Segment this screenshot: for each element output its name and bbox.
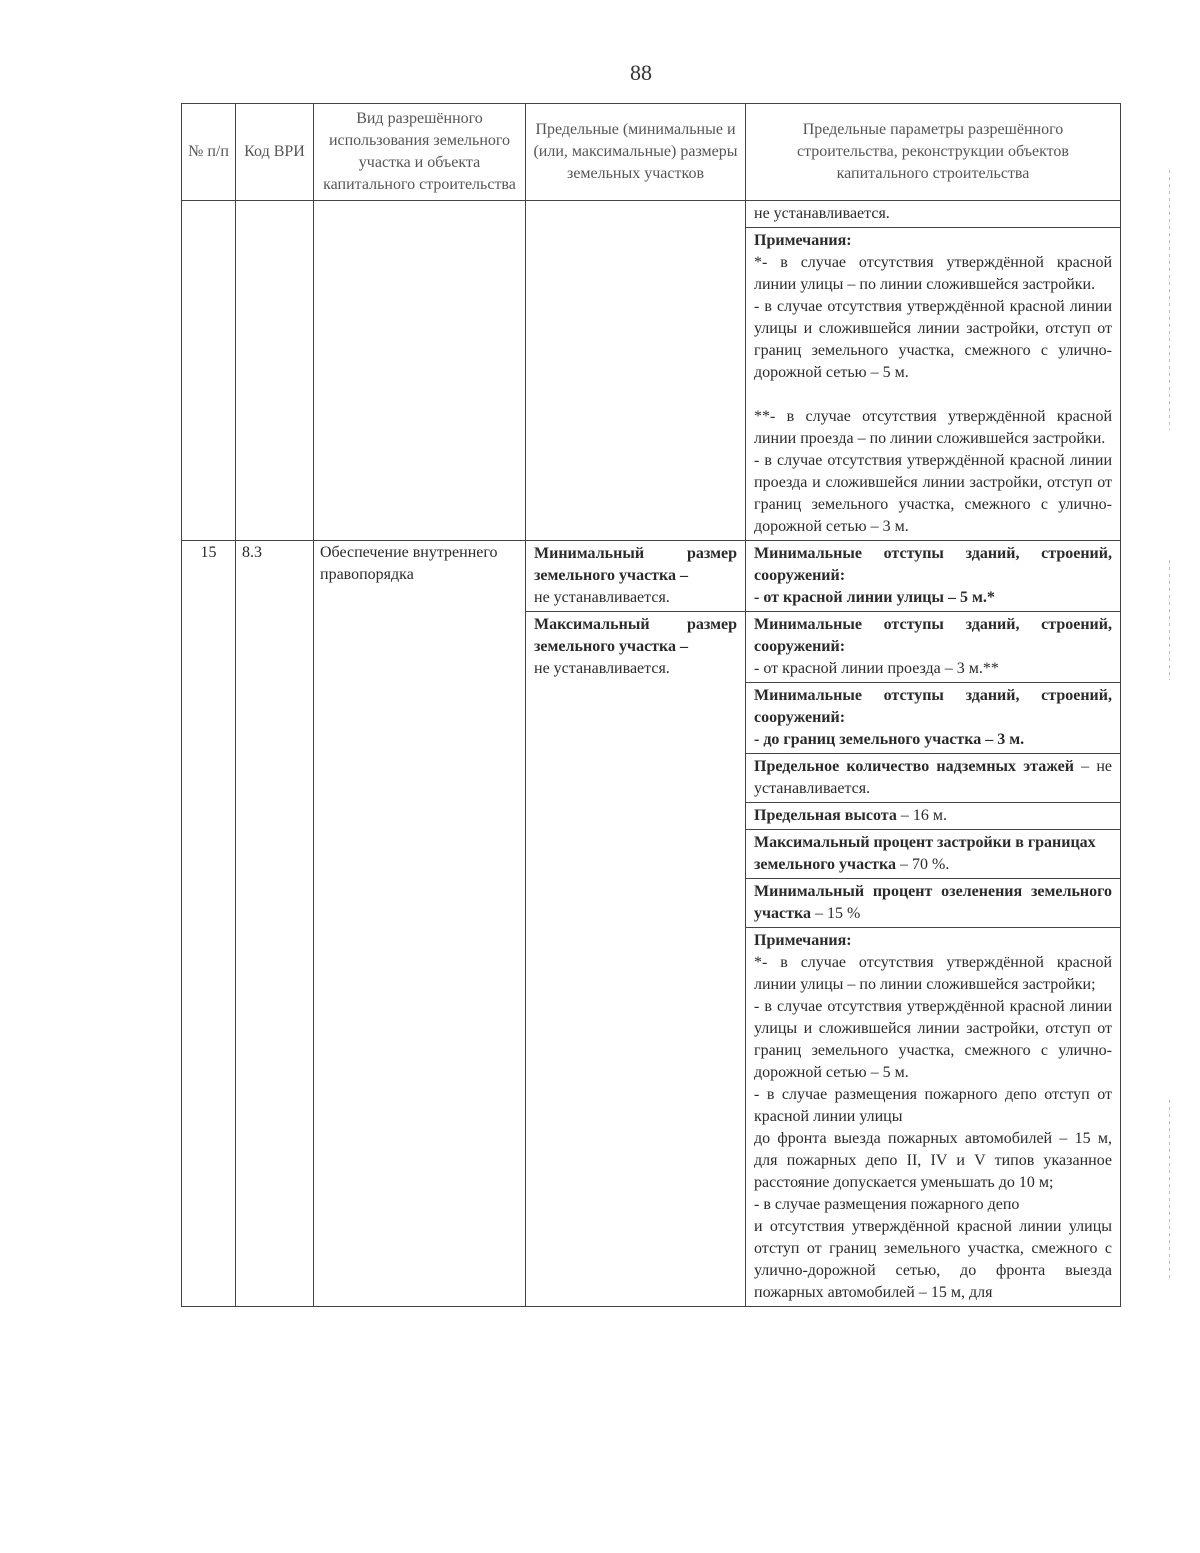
param-title: Минимальные отступы зданий, строений, сооружений: <box>754 545 1112 584</box>
param-title: Предельное количество надземных этажей <box>754 758 1074 775</box>
param-setback-street <box>746 541 1120 612</box>
max-size-value: не устанавливается. <box>534 660 670 677</box>
regulations-table <box>181 103 1121 1307</box>
min-size-block <box>526 541 745 612</box>
note-line: - в случае отсутствия утверждённой красной линии проезда и сложившейся линии застройки, отступ от границ земельного участка, смежного с улично-дорожной сетью – 3 м. <box>754 452 1112 535</box>
continued-kind-cell <box>314 201 526 541</box>
row-params-cell <box>746 541 1121 1307</box>
continued-num-cell <box>182 201 236 541</box>
max-size-title: Максимальный размер земельного участка – <box>534 616 737 655</box>
param-setback-boundary <box>746 683 1120 754</box>
param-setback-passage <box>746 612 1120 683</box>
note-line: **- в случае отсутствия утверждённой красной линии проезда – по линии сложившейся застройки. <box>754 408 1112 447</box>
notes-title: Примечания: <box>754 932 852 949</box>
param-green-percent <box>746 879 1120 928</box>
header-num: № п/п <box>182 104 236 201</box>
param-floors <box>746 754 1120 803</box>
header-kind: Вид разрешённого использования земельного участка и объекта капитального строительства <box>314 104 526 201</box>
header-params: Предельные параметры разрешённого строительства, реконструкции объектов капитального строительства <box>746 104 1121 201</box>
max-size-block <box>526 612 745 682</box>
note-line: и отсутствия утверждённой красной линии улицы отступ от границ земельного участка, смежного с улично-дорожной сетью, до фронта выезда пожарных автомобилей – 15 м, для <box>754 1218 1112 1301</box>
note-line: *- в случае отсутствия утверждённой красной линии улицы – по линии сложившейся застройки; <box>754 954 1112 993</box>
min-size-value: не устанавливается. <box>534 589 670 606</box>
param-value: – не устанавливается. <box>754 758 1112 797</box>
table-row-continued <box>182 201 1121 541</box>
continued-code-cell <box>236 201 314 541</box>
row-code: 8.3 <box>236 541 314 1307</box>
table-header-row <box>182 104 1121 201</box>
scan-margin-mark <box>1169 560 1170 680</box>
min-size-title: Минимальный размер земельного участка – <box>534 545 737 584</box>
param-title: Минимальный процент озеленения земельного участка <box>754 883 1112 922</box>
param-height <box>746 803 1120 830</box>
note-line: - в случае отсутствия утверждённой красной линии улицы и сложившейся линии застройки, отступ от границ земельного участка, смежного с улично-дорожной сетью – 5 м. <box>754 998 1112 1081</box>
note-line: *- в случае отсутствия утверждённой красной линии улицы – по линии сложившейся застройки. <box>754 254 1112 293</box>
header-code: Код ВРИ <box>236 104 314 201</box>
param-title: Минимальные отступы зданий, строений, сооружений: <box>754 687 1112 726</box>
param-value: – 16 м. <box>896 807 947 824</box>
param-value: – 70 %. <box>896 856 950 873</box>
param-title: Максимальный процент застройки в границах земельного участка <box>754 834 1096 873</box>
page-number: 88 <box>630 60 652 85</box>
note-gap <box>754 384 1112 406</box>
scan-margin-mark <box>1169 170 1170 430</box>
continued-notes <box>746 228 1120 540</box>
note-line: до фронта выезда пожарных автомобилей – 15 м, для пожарных депо II, IV и V типов указанное расстояние допускается уменьшать до 10 м; <box>754 1130 1112 1191</box>
continued-tail: не устанавливается. <box>746 201 1120 228</box>
row-size-cell <box>526 541 746 1307</box>
row-kind: Обеспечение внутреннего правопорядка <box>314 541 526 1307</box>
notes-title: Примечания: <box>754 232 852 249</box>
scan-margin-mark <box>1169 1100 1170 1280</box>
header-size: Предельные (минимальные и (или, максимальные) размеры земельных участков <box>526 104 746 201</box>
row-number: 15 <box>182 541 236 1307</box>
continued-size-cell <box>526 201 746 541</box>
param-build-percent <box>746 830 1120 879</box>
note-line: - в случае размещения пожарного депо <box>754 1196 1020 1213</box>
param-value: - до границ земельного участка – 3 м. <box>754 731 1025 748</box>
table-row-15 <box>182 541 1121 1307</box>
continued-params-cell <box>746 201 1121 541</box>
param-value: – 15 % <box>810 905 861 922</box>
param-title: Предельная высота <box>754 807 897 824</box>
row15-notes <box>746 928 1120 1306</box>
param-value: - от красной линии проезда – 3 м.** <box>754 660 999 677</box>
param-value: - от красной линии улицы – 5 м.* <box>754 589 995 606</box>
param-title: Минимальные отступы зданий, строений, сооружений: <box>754 616 1112 655</box>
note-line: - в случае отсутствия утверждённой красной линии улицы и сложившейся линии застройки, отступ от границ земельного участка, смежного с улично-дорожной сетью – 5 м. <box>754 298 1112 381</box>
note-line: - в случае размещения пожарного депо отступ от красной линии улицы <box>754 1086 1112 1125</box>
